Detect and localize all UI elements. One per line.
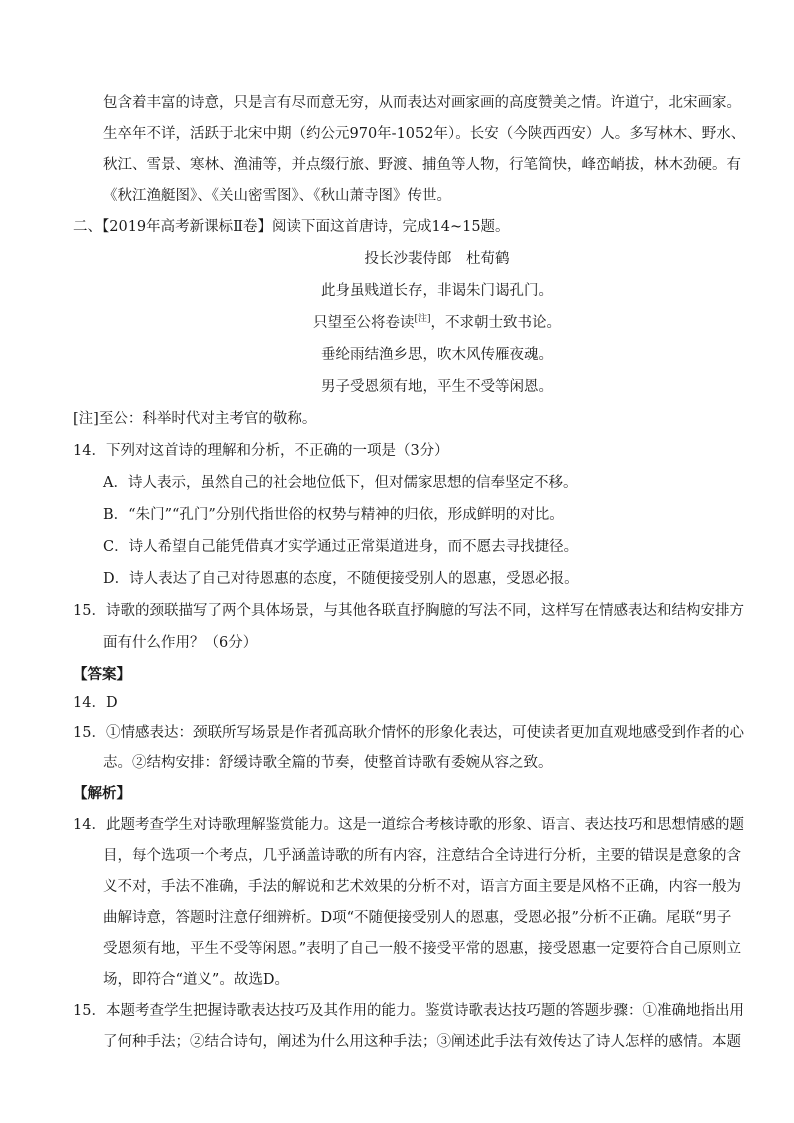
q14-option-c: C．诗人希望自己能凭借真才实学通过正常渠道进身，而不愿去寻找捷径。 (103, 539, 579, 555)
poem-line-4: 男子受恩须有地，平生不受等闲恩。 (321, 379, 553, 395)
answer-15-line-1: 15．①情感表达：颈联所写场景是作者孤高耿介情怀的形象化表达，可使读者更加直观地感受到作者的心 (73, 725, 744, 741)
analysis-14-line-1: 14．此题考查学生对诗歌理解鉴赏能力。这是一道综合考核诗歌的形象、语言、表达技巧和思想情感的题 (73, 817, 744, 833)
poem-line-2 (0, 308, 794, 338)
answer-14: 14．D (73, 695, 118, 711)
passage-line-1: 包含着丰富的诗意，只是言有尽而意无穷，从而表达对画家画的高度赞美之情。许道宁，北宋画家。 (103, 95, 741, 111)
q14-stem: 14．下列对这首诗的理解和分析，不正确的一项是（3分） (73, 443, 449, 459)
answer-15-line-2: 志。②结构安排：舒缓诗歌全篇的节奏，使整首诗歌有委婉从容之致。 (103, 755, 553, 771)
poem-line-2-text-a: 只望至公将卷读 (312, 315, 415, 331)
poem-line-1: 此身虽贱道长存，非谒朱门谒孔门。 (321, 283, 553, 299)
analysis-heading: 【解析】 (73, 785, 131, 802)
analysis-15-line-1: 15．本题考查学生把握诗歌表达技巧及其作用的能力。鉴赏诗歌表达技巧题的答题步骤：①准确地指出用 (73, 1003, 744, 1019)
analysis-15-line-2: 了何种手法；②结合诗句，阐述为什么用这种手法；③阐述此手法有效传达了诗人怎样的感情。本题 (103, 1034, 741, 1050)
poem-footnote: [注]至公：科举时代对主考官的敬称。 (73, 411, 317, 427)
passage-line-2: 生卒年不详，活跃于北宋中期（约公元970年-1052年）。长安（今陕西西安）人。多写林木、野水、 (103, 126, 746, 142)
q14-option-a: A．诗人表示，虽然自己的社会地位低下，但对儒家思想的信奉坚定不移。 (103, 475, 578, 491)
passage-line-4: 《秋江渔艇图》、《关山密雪图》、《秋山萧寺图》传世。 (103, 188, 451, 204)
q14-option-d: D．诗人表达了自己对待恩惠的态度，不随便接受别人的恩惠，受恩必报。 (103, 571, 579, 587)
q15-stem-line-1: 15．诗歌的颈联描写了两个具体场景，与其他各联直抒胸臆的写法不同，这样写在情感表达和结构安排方 (73, 603, 744, 619)
analysis-14-line-4: 曲解诗意，答题时注意仔细辨析。D项“不随便接受别人的恩惠，受恩必报”分析不正确。尾联“男子 (103, 910, 732, 926)
section-title: 二、【2019年高考新课标Ⅱ卷】阅读下面这首唐诗，完成14~15题。 (73, 219, 510, 235)
poem-heading: 投长沙裴侍郎 杜荀鹤 (364, 251, 510, 267)
analysis-14-line-5: 受恩须有地，平生不受等闲恩。”表明了自己一般不接受平常的恩惠，接受恩惠一定要符合自己原则立 (103, 941, 742, 957)
poem-line-3: 垂纶雨结渔乡思，吹木风传雁夜魂。 (321, 347, 553, 363)
analysis-14-line-3: 义不对，手法不准确，手法的解说和艺术效果的分析不对，语言方面主要是风格不正确，内容一般为 (103, 879, 741, 895)
q14-option-b: B．“朱门”“孔门”分别代指世俗的权势与精神的归依，形成鲜明的对比。 (103, 507, 564, 523)
poem-line-2-text-b: ，不求朝士致书论。 (430, 315, 562, 331)
passage-line-3: 秋江、雪景、寒林、渔浦等，并点缀行旅、野渡、捕鱼等人物，行笔简快，峰峦峭拔，林木劲硬。有 (103, 157, 741, 173)
analysis-14-line-6: 场，即符合“道义”。故选D。 (103, 972, 289, 988)
answer-heading: 【答案】 (73, 666, 131, 683)
analysis-14-line-2: 目，每个选项一个考点，几乎涵盖诗歌的所有内容，注意结合全诗进行分析，主要的错误是意象的含 (103, 848, 741, 864)
q15-stem-line-2: 面有什么作用？（6分） (103, 635, 258, 651)
poem-footnote-mark: [注] (414, 314, 431, 325)
